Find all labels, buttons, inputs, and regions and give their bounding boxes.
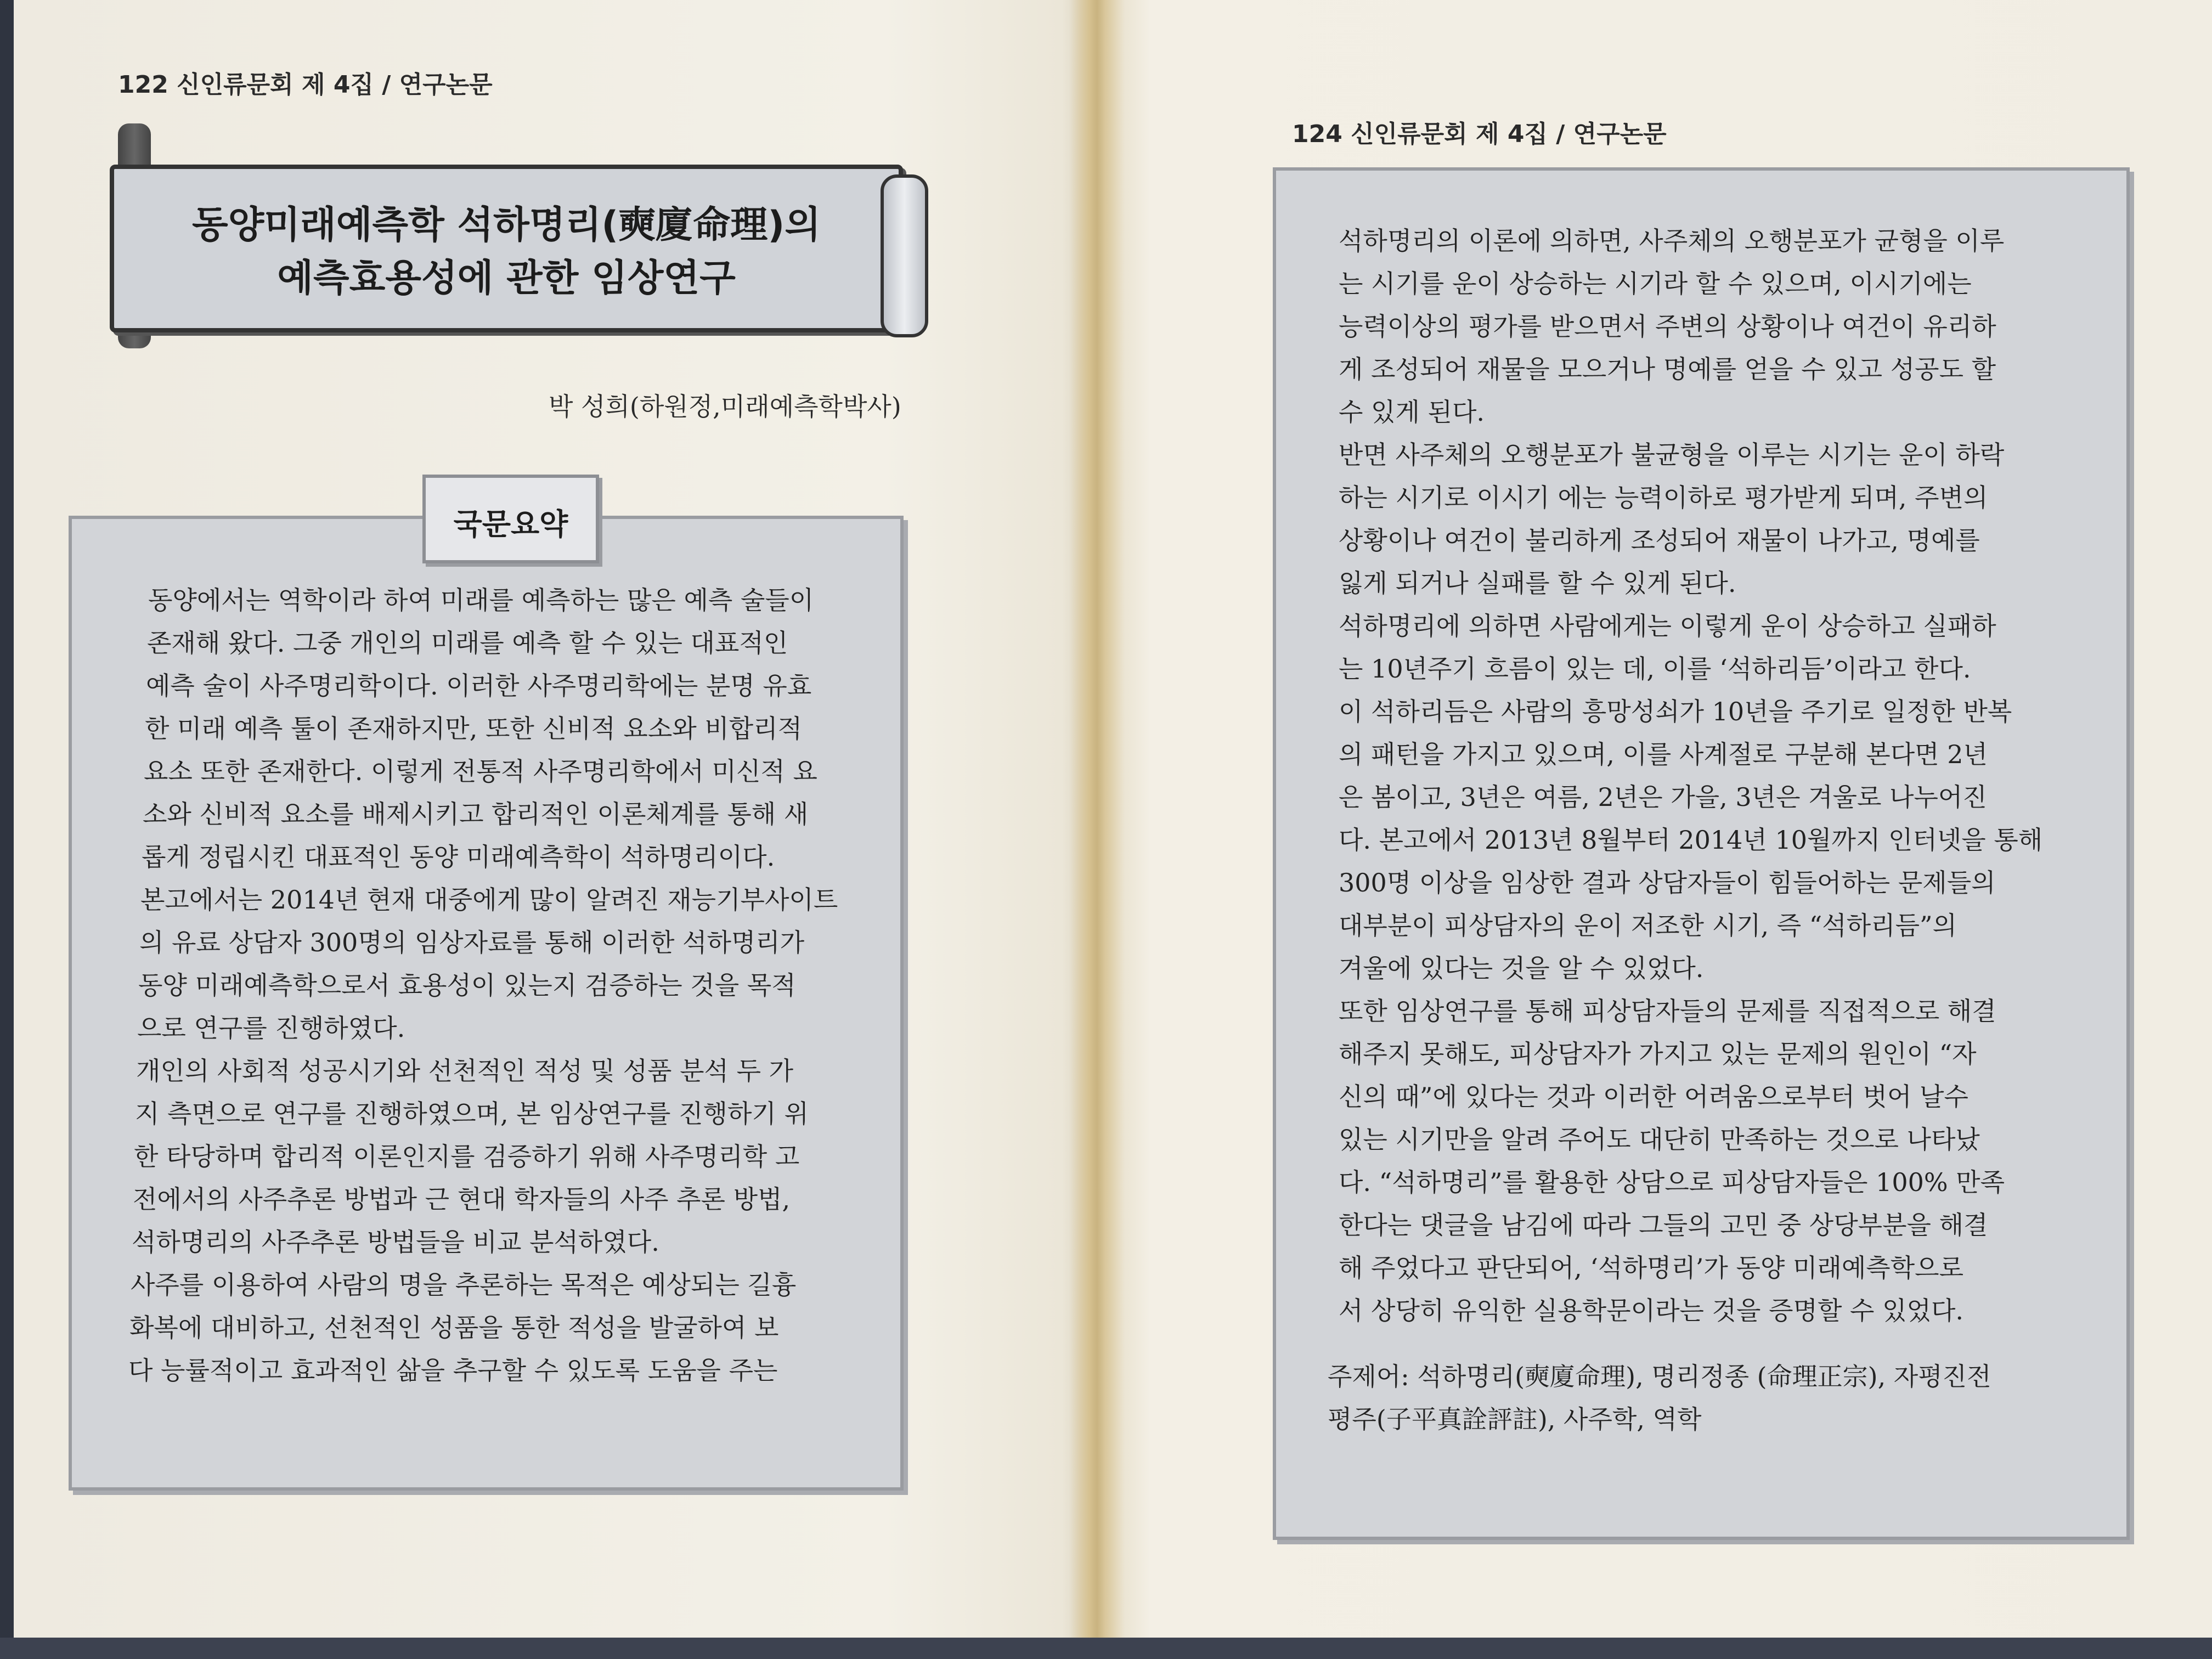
abstract-line: 예측 술이 사주명리학이다. 이러한 사주명리학에는 분명 유효	[146, 671, 812, 701]
body-line: 한다는 댓글을 남김에 따라 그들의 고민 중 상당부분을 해결	[1339, 1210, 1988, 1240]
abstract-line: 롭게 정립시킨 대표적인 동양 미래예측학이 석하명리이다.	[142, 842, 775, 872]
body-line: 는 시기를 운이 상승하는 시기라 할 수 있으며, 이시기에는	[1339, 269, 1972, 298]
keywords-line: 주제어: 석하명리(奭廈命理), 명리정종 (命理正宗), 자평진전	[1328, 1362, 1991, 1391]
scroll-roll-icon	[881, 174, 928, 337]
abstract-line: 동양 미래예측학으로서 효용성이 있는지 검증하는 것을 목적	[138, 970, 796, 1000]
abstract-line: 본고에서는 2014년 현재 대중에게 많이 알려진 재능기부사이트	[140, 885, 838, 915]
abstract-line: 석하명리의 사주추론 방법들을 비교 분석하였다.	[132, 1227, 659, 1257]
body-line: 의 패턴을 가지고 있으며, 이를 사계절로 구분해 본다면 2년	[1339, 740, 1988, 769]
body-line: 능력이상의 평가를 받으면서 주변의 상황이나 여건이 유리하	[1339, 312, 1996, 341]
abstract-line: 화복에 대비하고, 선천적인 성품을 통한 적성을 발굴하여 보	[129, 1313, 779, 1342]
body-line: 이 석하리듬은 사람의 흥망성쇠가 10년을 주기로 일정한 반복	[1339, 697, 2012, 726]
abstract-heading-tab	[422, 475, 599, 563]
abstract-line: 한 타당하며 합리적 이론인지를 검증하기 위해 사주명리학 고	[134, 1142, 800, 1171]
abstract-line: 한 미래 예측 툴이 존재하지만, 또한 신비적 요소와 비합리적	[145, 714, 803, 743]
keywords-line: 평주(子平真詮評註), 사주학, 역학	[1328, 1404, 1702, 1434]
body-line: 하는 시기로 이시기 에는 능력이하로 평가받게 되며, 주변의	[1339, 483, 1988, 512]
abstract-line: 전에서의 사주추론 방법과 근 현대 학자들의 사주 추론 방법,	[133, 1184, 791, 1214]
author-line: 박 성희(하원정,미래예측학박사)	[549, 392, 901, 421]
paper-title-line1: 동양미래예측학 석하명리(奭廈命理)의	[191, 204, 821, 247]
body-line: 반면 사주체의 오행분포가 불균형을 이루는 시기는 운이 하락	[1339, 440, 2005, 470]
body-line: 300명 이상을 임상한 결과 상담자들이 힘들어하는 문제들의	[1339, 868, 1996, 898]
body-line: 해주지 못해도, 피상담자가 가지고 있는 문제의 원인이 “자	[1339, 1039, 1977, 1069]
body-line: 는 10년주기 흐름이 있는 데, 이를 ‘석하리듬’이라고 한다.	[1339, 654, 1971, 684]
body-line: 게 조성되어 재물을 모으거나 명예를 얻을 수 있고 성공도 할	[1339, 354, 1996, 384]
title-scroll-banner	[110, 165, 903, 332]
paper-title-line2: 예측효용성에 관한 임상연구	[277, 257, 736, 300]
body-line: 석하명리에 의하면 사람에게는 이렇게 운이 상승하고 실패하	[1339, 611, 1996, 641]
book-gutter	[1070, 0, 1125, 1659]
abstract-line: 동양에서는 역학이라 하여 미래를 예측하는 많은 예측 술들이	[148, 585, 814, 615]
body-line: 은 봄이고, 3년은 여름, 2년은 가을, 3년은 겨울로 나누어진	[1339, 782, 1987, 812]
abstract-line: 으로 연구를 진행하였다.	[137, 1013, 405, 1043]
abstract-line: 사주를 이용하여 사람의 명을 추론하는 목적은 예상되는 길흉	[131, 1270, 797, 1300]
abstract-line: 요소 또한 존재한다. 이렇게 전통적 사주명리학에서 미신적 요	[144, 757, 817, 786]
body-line: 다. “석하명리”를 활용한 상담으로 피상담자들은 100% 만족	[1339, 1167, 2005, 1197]
abstract-line: 소와 신비적 요소를 배제시키고 합리적인 이론체계를 통해 새	[143, 799, 809, 829]
abstract-line: 의 유료 상담자 300명의 임상자료를 통해 이러한 석하명리가	[139, 928, 805, 957]
body-line: 해 주었다고 판단되어, ‘석하명리’가 동양 미래예측학으로	[1339, 1253, 1964, 1283]
background-edge	[0, 0, 14, 1659]
abstract-line: 지 측면으로 연구를 진행하였으며, 본 임상연구를 진행하기 위	[135, 1099, 809, 1128]
body-line: 또한 임상연구를 통해 피상담자들의 문제를 직접적으로 해결	[1339, 996, 1996, 1026]
left-running-head: 122 신인류문회 제 4집 / 연구논문	[118, 71, 493, 99]
body-line: 있는 시기만을 알려 주어도 대단히 만족하는 것으로 나타났	[1339, 1125, 1980, 1154]
right-running-head: 124 신인류문회 제 4집 / 연구논문	[1292, 120, 1667, 148]
body-line: 서 상당히 유익한 실용학문이라는 것을 증명할 수 있었다.	[1339, 1296, 1964, 1325]
body-line: 석하명리의 이론에 의하면, 사주체의 오행분포가 균형을 이루	[1339, 226, 2005, 256]
background-bottom	[0, 1638, 2212, 1659]
body-line: 잃게 되거나 실패를 할 수 있게 된다.	[1339, 568, 1736, 598]
abstract-heading: 국문요약	[453, 507, 568, 541]
body-line: 겨울에 있다는 것을 알 수 있었다.	[1339, 953, 1704, 983]
body-line: 상황이나 여건이 불리하게 조성되어 재물이 나가고, 명예를	[1339, 526, 1980, 555]
abstract-line: 다 능률적이고 효과적인 삶을 추구할 수 있도록 도움을 주는	[128, 1356, 778, 1385]
abstract-line: 개인의 사회적 성공시기와 선천적인 적성 및 성품 분석 두 가	[136, 1056, 794, 1086]
abstract-line: 존재해 왔다. 그중 개인의 미래를 예측 할 수 있는 대표적인	[147, 628, 788, 658]
body-line: 다. 본고에서 2013년 8월부터 2014년 10월까지 인터넷을 통해	[1339, 825, 2043, 855]
body-line: 신의 때”에 있다는 것과 이러한 어려움으로부터 벗어 날수	[1339, 1082, 1968, 1111]
body-line: 대부분이 피상담자의 운이 저조한 시기, 즉 “석하리듬”의	[1339, 911, 1957, 940]
body-line: 수 있게 된다.	[1339, 397, 1485, 427]
